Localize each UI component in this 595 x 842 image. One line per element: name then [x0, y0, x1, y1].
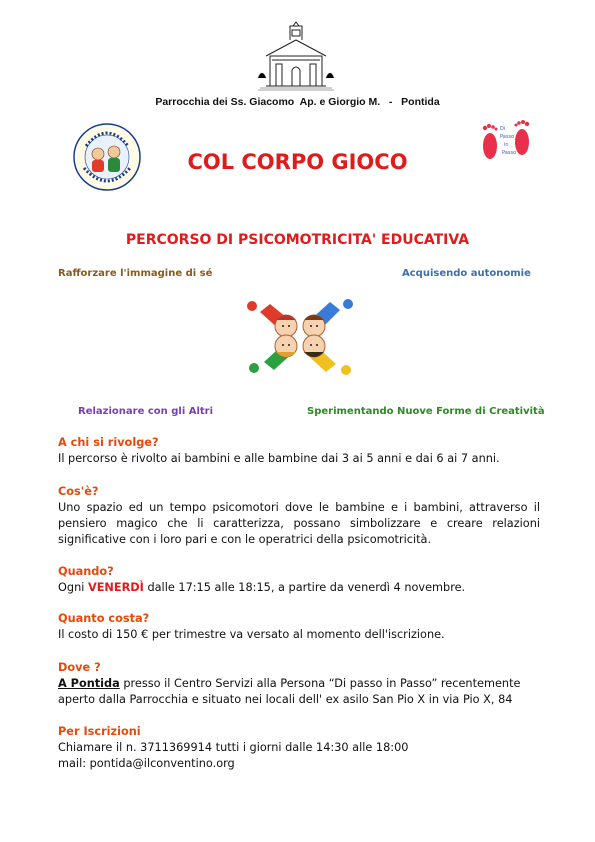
section-cost-text: Il costo di 150 € per trimestre va versato al momento dell'iscrizione. [58, 628, 445, 641]
section-cost-heading: Quanto costa? [58, 612, 150, 625]
logo-word-3: in [504, 142, 509, 148]
motto-top-right: Acquisendo autonomie [402, 268, 531, 279]
logo-word-2: Passo [500, 134, 515, 140]
section-signup-phone: Chiamare il n. 3711369914 tutti i giorni dalle 14:30 alle 18:00 [58, 741, 409, 754]
section-who [58, 435, 540, 467]
motto-bottom-right: Sperimentando Nuove Forme di Creatività [307, 406, 545, 417]
motto-bottom-left: Relazionare con gli Altri [78, 406, 214, 417]
weekday: VENERDÌ [87, 581, 144, 594]
parish-header: Parrocchia dei Ss. Giacomo Ap. e Giorgio M. - Pontida [155, 96, 440, 108]
logo-word-4: Passo [502, 150, 517, 156]
section-when [58, 564, 540, 596]
section-where-line1: A Pontida presso il Centro Servizi alla Persona “Di passo in Passo” recentemente [58, 677, 521, 690]
section-signup [58, 724, 540, 772]
page-title: COL CORPO GIOCO [187, 150, 408, 174]
motto-top-left: Rafforzare l'immagine di sé [58, 268, 213, 279]
section-signup-heading: Per Iscrizioni [58, 725, 141, 738]
section-who-heading: A chi si rivolge? [58, 436, 159, 449]
section-where-line2: aperto dalla Parrocchia e situato nei locali dell' ex asilo San Pio X in via Pio X, 84 [58, 693, 513, 706]
section-what [58, 484, 540, 548]
page-subtitle: PERCORSO DI PSICOMOTRICITA' EDUCATIVA [125, 232, 470, 248]
section-who-text: Il percorso è rivolto ai bambini e alle bambine dai 3 ai 5 anni e dai 6 ai 7 anni. [58, 452, 500, 465]
section-what-text: Uno spazio ed un tempo psicomotori dove le bambine e i bambini, attraverso il pensiero magico che li caratterizza, possano simbolizzare e creare relazioni significative con i loro pari e con le operatrici della psicomotricità. [58, 501, 540, 546]
section-what-heading: Cos'è? [58, 485, 99, 498]
church-illustration [256, 20, 336, 92]
section-cost [58, 611, 540, 643]
section-signup-email[interactable]: mail: pontida@ilconventino.org [58, 757, 235, 770]
section-where [58, 660, 540, 708]
section-when-text: Ogni VENERDÌ dalle 17:15 alle 18:15, a partire da venerdì 4 novembre. [58, 581, 466, 594]
children-illustration [240, 284, 360, 384]
place-name: A Pontida [58, 677, 120, 690]
section-when-heading: Quando? [58, 565, 114, 578]
logo-word-1: Di [500, 126, 506, 132]
section-where-heading: Dove ? [58, 661, 101, 674]
